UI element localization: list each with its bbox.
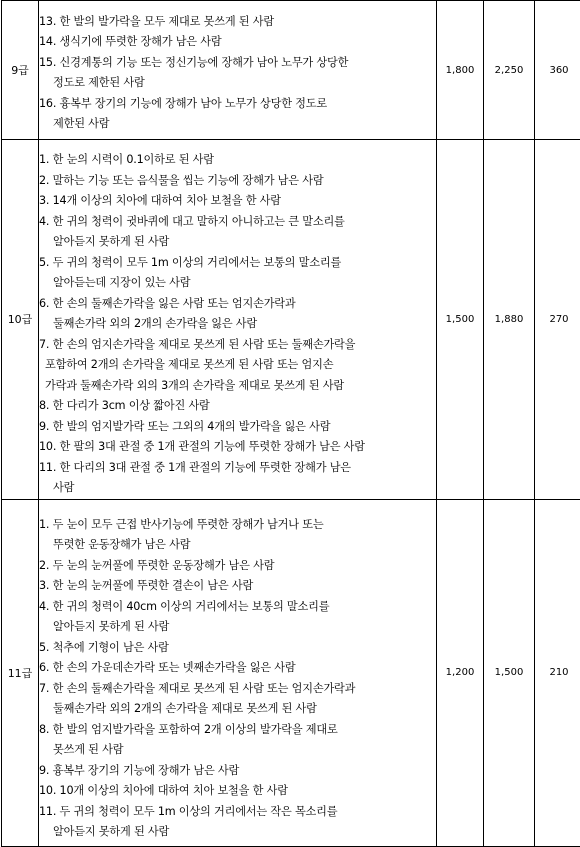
criteria-line: 알아듣지 못하게 된 사람 [39,232,436,253]
criteria-line: 6. 한 손의 둘째손가락을 잃은 사람 또는 엄지손가락과 [39,294,436,315]
criteria-line: 15. 신경계통의 기능 또는 정신기능에 장해가 남아 노무가 상당한 [39,53,436,74]
criteria-line: 2. 말하는 기능 또는 음식물을 씹는 기능에 장해가 남은 사람 [39,171,436,192]
criteria-line: 4. 한 귀의 청력이 귓바퀴에 대고 말하지 아니하고는 큰 말소리를 [39,212,436,233]
criteria-line: 6. 한 손의 가운데손가락 또는 넷째손가락을 잃은 사람 [39,658,436,679]
value-cell-2: 1,500 [484,499,535,846]
criteria-line: 알아듣지 못하게 된 사람 [39,617,436,638]
criteria-line: 포함하여 2개의 손가락을 제대로 못쓰게 된 사람 또는 엄지손 [39,355,436,376]
criteria-line: 3. 한 눈의 눈꺼풀에 뚜렷한 결손이 남은 사람 [39,576,436,597]
criteria-line: 5. 척추에 기형이 남은 사람 [39,638,436,659]
criteria-line: 11. 한 다리의 3대 관절 중 1개 관절의 기능에 뚜렷한 장해가 남은 [39,458,436,479]
criteria-line: 3. 14개 이상의 치아에 대하여 치아 보철을 한 사람 [39,191,436,212]
criteria-line: 14. 생식기에 뚜렷한 장해가 남은 사람 [39,32,436,53]
criteria-line: 2. 두 눈의 눈꺼풀에 뚜렷한 운동장해가 남은 사람 [39,556,436,577]
criteria-line: 5. 두 귀의 청력이 모두 1m 이상의 거리에서는 보통의 말소리를 [39,253,436,274]
criteria-line: 7. 한 손의 둘째손가락을 제대로 못쓰게 된 사람 또는 엄지손가락과 [39,679,436,700]
disability-grade-table [1,0,580,847]
criteria-list [39,1,437,140]
criteria-line: 10. 한 팔의 3대 관절 중 1개 관절의 기능에 뚜렷한 장해가 남은 사람 [39,437,436,458]
table-row-grade-9 [2,1,580,140]
criteria-line: 9. 한 발의 엄지발가락 또는 그외의 4개의 발가락을 잃은 사람 [39,417,436,438]
criteria-line: 16. 흉복부 장기의 기능에 장해가 남아 노무가 상당한 정도로 [39,94,436,115]
criteria-line: 뚜렷한 운동장해가 남은 사람 [39,535,436,556]
table-row-grade-11 [2,499,580,846]
criteria-line: 알아듣는데 지장이 있는 사람 [39,273,436,294]
value-cell-2: 1,880 [484,140,535,500]
criteria-list [39,140,437,500]
criteria-line: 11. 두 귀의 청력이 모두 1m 이상의 거리에서는 작은 목소리를 [39,802,436,823]
criteria-line: 가락과 둘째손가락 외의 3개의 손가락을 제대로 못쓰게 된 사람 [39,376,436,397]
criteria-line: 8. 한 발의 엄지발가락을 포함하여 2개 이상의 발가락을 제대로 [39,720,436,741]
criteria-line: 못쓰게 된 사람 [39,740,436,761]
criteria-line: 1. 두 눈이 모두 근접 반사기능에 뚜렷한 장해가 남거나 또는 [39,515,436,536]
criteria-line: 13. 한 발의 발가락을 모두 제대로 못쓰게 된 사람 [39,12,436,33]
value-cell-3: 270 [535,140,580,500]
criteria-line: 사람 [39,478,436,499]
criteria-list [39,499,437,846]
criteria-line: 둘째손가락 외의 2개의 손가락을 제대로 못쓰게 된 사람 [39,699,436,720]
criteria-line: 7. 한 손의 엄지손가락을 제대로 못쓰게 된 사람 또는 둘째손가락을 [39,335,436,356]
value-cell-1: 1,800 [437,1,484,140]
value-cell-3: 210 [535,499,580,846]
criteria-line: 알아듣지 못하게 된 사람 [39,822,436,843]
grade-label: 9급 [2,1,39,140]
criteria-line: 둘째손가락 외의 2개의 손가락을 잃은 사람 [39,314,436,335]
value-cell-3: 360 [535,1,580,140]
criteria-line: 9. 흉복부 장기의 기능에 장해가 남은 사람 [39,761,436,782]
criteria-line: 1. 한 눈의 시력이 0.1이하로 된 사람 [39,150,436,171]
value-cell-1: 1,500 [437,140,484,500]
value-cell-1: 1,200 [437,499,484,846]
value-cell-2: 2,250 [484,1,535,140]
criteria-line: 제한된 사람 [39,114,436,135]
grade-label: 10급 [2,140,39,500]
table-row-grade-10 [2,140,580,500]
criteria-line: 10. 10개 이상의 치아에 대하여 치아 보철을 한 사람 [39,781,436,802]
criteria-line: 8. 한 다리가 3cm 이상 짧아진 사람 [39,396,436,417]
criteria-line: 4. 한 귀의 청력이 40cm 이상의 거리에서는 보통의 말소리를 [39,597,436,618]
grade-label: 11급 [2,499,39,846]
criteria-line: 정도로 제한된 사람 [39,73,436,94]
